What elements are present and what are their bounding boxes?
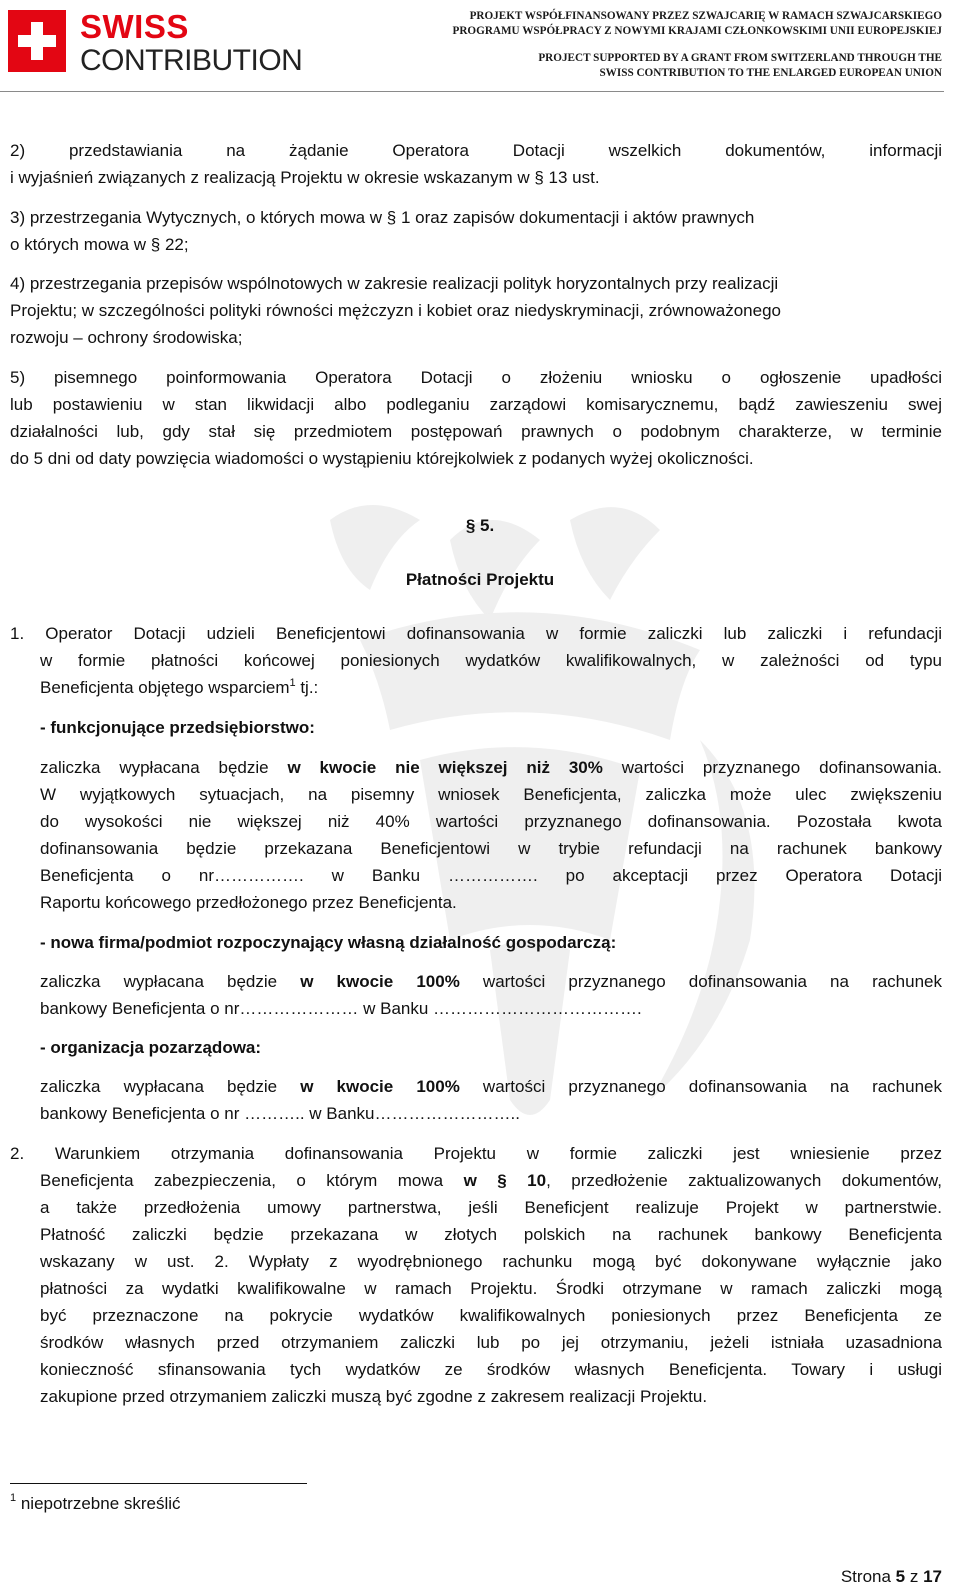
swiss-contribution-logo — [8, 10, 318, 78]
list-item-3: 3) przestrzegania Wytycznych, o których mowa w § 1 oraz zapisów dokumentacji i aktów prawnych o których mowa w § 22; — [10, 208, 755, 254]
footnote-divider — [10, 1483, 307, 1484]
section-title: Płatności Projektu — [405, 570, 555, 589]
subsection-heading: - nowa firma/podmiot rozpoczynający własną działalność gospodarczą: — [40, 933, 617, 952]
logo-text-contribution: CONTRIBUTION — [80, 44, 303, 77]
subsection-heading: - funkcjonujące przedsiębiorstwo: — [40, 718, 315, 737]
subsection-ngo — [40, 1034, 942, 1061]
subsection-ngo-body: zaliczka wypłacana będzie w kwocie 100% wartości przyznanego dofinansowania na rachunek bankowy Beneficjenta o nr ……….. w Banku…………………….. — [40, 1077, 943, 1123]
swiss-flag-icon — [8, 10, 66, 72]
footnote-ref: 1 — [289, 677, 296, 689]
subsection-new-company-body: zaliczka wypłacana będzie w kwocie 100% wartości przyznanego dofinansowania na rachunek bankowy Beneficjenta o nr………………… w Banku ………………………………. — [40, 972, 943, 1018]
page-current: 5 — [895, 1567, 906, 1586]
subsection-existing-company — [40, 714, 942, 741]
footnote-mark: 1 — [10, 1492, 17, 1504]
page-header — [0, 0, 960, 92]
footnote: $^1$ niepotrzebne skreślić — [10, 1492, 181, 1513]
header-english-text: PROJECT SUPPORTED BY A GRANT FROM SWITZERLAND THROUGH THE SWISS CONTRIBUTION TO THE ENLARGED EUROPEAN UNION — [538, 52, 942, 79]
point-2: 2. Warunkiem otrzymania dofinansowania Projektu w formie zaliczki jest wniesienie przez — [10, 1144, 942, 1163]
subsection-existing-company-body: zaliczka wypłacana będzie w kwocie nie większej niż 30% wartości przyznanego dofinansowania. W wyjątkowych sytuacjach, na pisemny wniosek Beneficjenta, zaliczka może ulec zwiększeniu do wysokości nie większej niż 40% wartości przyznanego dofinansowania. Pozostała kwota dofinansowania będzie przekazana Beneficjentowi w trybie refundacji na rachunek bankowy Beneficjenta o nr……………. w Banku ……………. po akceptacji przez Operatora Dotacji Raportu końcowego przedłożonego przez Beneficjenta. — [40, 758, 942, 912]
list-item-5: 5) pisemnego poinformowania Operatora Dotacji o złożeniu wniosku o ogłoszenie upadłości lub postawieniu w stan likwidacji albo podleganiu zarządowi komisarycznemu, bądź zawieszeniu swej działalności lub, gdy stał się przedmiotem postępowań prawnych o podobnym charakterze, w terminie do 5 dni od daty powzięcia wiadomości o wystąpieniu którejkolwiek z podanych wyżej okoliczności. — [10, 368, 942, 468]
subsection-heading: - organizacja pozarządowa: — [40, 1038, 262, 1057]
logo-text-swiss: SWISS — [80, 8, 189, 45]
point-1: 1. Operator Dotacji udzieli Beneficjentowi dofinansowania w formie zaliczki lub zaliczki i refundacji — [10, 624, 942, 643]
header-divider — [0, 91, 944, 92]
page-total: 17 — [923, 1567, 942, 1586]
point-1-continued: w formie płatności końcowej poniesionych wydatków kwalifikowalnych, w zależności od typu Beneficjenta objętego wsparciem$^1$ tj.: — [40, 651, 942, 697]
page-number: Strona 5 z 17 — [840, 1567, 942, 1586]
point-2-continued: Beneficjenta zabezpieczenia, o którym mowa w § 10, przedłożenie zaktualizowanych dokumentów, a także przedłożenia umowy partnerstwa, jeśli Beneficjent realizuje Projekt w partnerstwie. Płatność zaliczki będzie przekazana w złotych polskich na rachunek bankowy Beneficjenta wskazany w ust. 2. Wypłaty z wyodrębnionego rachunku mogą być dokonywane wyłącznie jako płatności za wydatki kwalifikowalne w ramach Projektu. Środki otrzymane w ramach zaliczki mogą być przeznaczone na pokrycie wydatków kwalifikowalnych poniesionych przez Beneficjenta ze środków własnych przed otrzymaniem zaliczki lub po jej otrzymaniu, jeżeli istniała uzasadniona konieczność sfinansowania tych wydatków ze środków własnych Beneficjenta. Towary i usługi zakupione przed otrzymaniem zaliczki muszą być zgodne z zakresem realizacji Projektu. — [40, 1171, 942, 1406]
subsection-new-company — [40, 929, 942, 956]
header-polish-text: PROJEKT WSPÓŁFINANSOWANY PRZEZ SZWAJCARIĘ W RAMACH SZWAJCARSKIEGO PROGRAMU WSPÓŁPRACY Z NOWYMI KRAJAMI CZŁONKOWSKIMI UNII EUROPEJSKIEJ — [452, 10, 942, 37]
section-number: § 5. — [465, 516, 495, 535]
list-item-4: 4) przestrzegania przepisów wspólnotowych w zakresie realizacji polityk horyzontalnych przy realizacji Projektu; w szczególności polityki równości mężczyzn i kobiet oraz niedyskryminacji, zrównoważonego rozwoju – ochrony środowiska; — [10, 274, 781, 347]
list-item-2: 2) przedstawiania na żądanie Operatora Dotacji wszelkich dokumentów, informacji i wyjaśnień związanych z realizacją Projektu w okresie wskazanym w § 13 ust. — [10, 141, 942, 187]
